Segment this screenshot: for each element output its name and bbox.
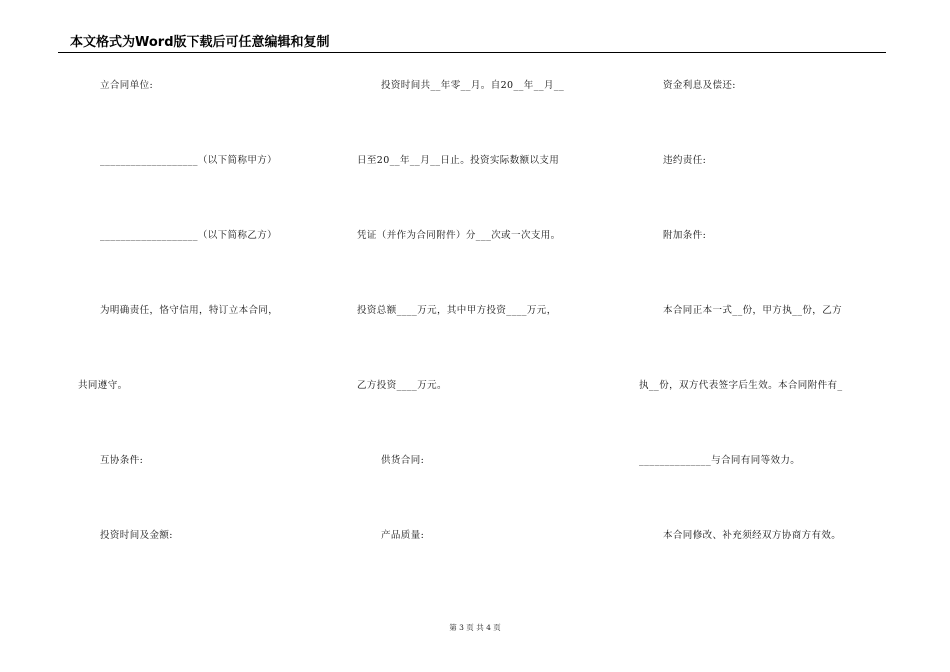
page-number: 第 3 页 共 4 页: [449, 623, 501, 632]
text-line: 共同遵守。: [78, 380, 128, 391]
text-line: 资金利息及偿还:: [663, 80, 736, 91]
text-line: ______________与合同有同等效力。: [639, 455, 801, 466]
text-line: 执__份，双方代表签字后生效。本合同附件有_: [639, 380, 843, 391]
text-line: ___________________（以下简称乙方）: [100, 230, 278, 241]
text-line: 违约责任:: [663, 155, 707, 166]
text-line: 附加条件:: [663, 230, 707, 241]
document-header-title: 本文格式为Word版下载后可任意编辑和复制: [70, 35, 330, 50]
text-line: 日至20__年__月__日止。投资实际数额以支用: [357, 155, 560, 166]
text-line: 凭证（并作为合同附件）分___次或一次支用。: [357, 230, 561, 241]
text-line: 本合同正本一式__份，甲方执__份，乙方: [663, 305, 843, 316]
text-line: 本合同修改、补充须经双方协商方有效。: [663, 530, 842, 541]
text-line: 立合同单位:: [100, 80, 154, 91]
text-line: 乙方投资____万元。: [357, 380, 447, 391]
text-column-middle: [357, 0, 619, 672]
text-column-right: [639, 0, 889, 672]
text-line: 产品质量:: [381, 530, 425, 541]
text-line: 互协条件:: [100, 455, 144, 466]
text-line: 为明确责任，恪守信用，特订立本合同，: [100, 305, 279, 316]
text-line: 投资时间及金额:: [100, 530, 173, 541]
text-line: 投资总额____万元，其中甲方投资____万元，: [357, 305, 557, 316]
text-line: 投资时间共__年零__月。自20__年__月__: [381, 80, 565, 91]
text-line: 供货合同:: [381, 455, 425, 466]
text-column-left: [78, 0, 333, 672]
text-line: ___________________（以下简称甲方）: [100, 155, 278, 166]
